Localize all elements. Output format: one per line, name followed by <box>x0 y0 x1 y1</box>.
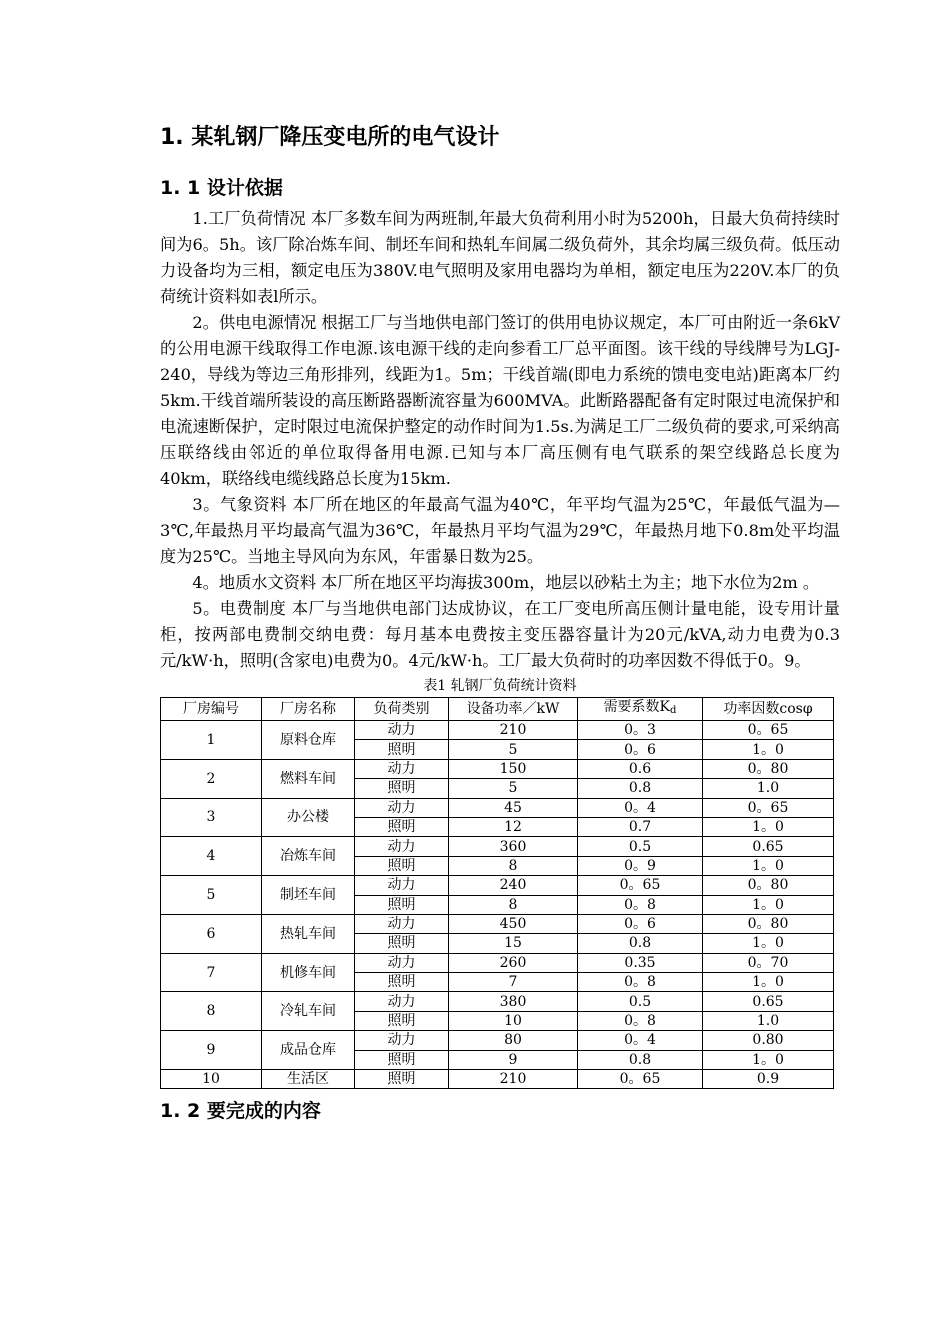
table-row <box>161 721 834 740</box>
table-row <box>161 914 834 933</box>
cell-demand-factor: 0.5 <box>578 837 703 856</box>
header-load-type: 负荷类别 <box>355 698 449 721</box>
table-header-row <box>161 698 834 721</box>
cell-demand-factor: 0。6 <box>578 740 703 759</box>
cell-load-type: 动力 <box>355 721 449 740</box>
paragraph-load-situation: 1.工厂负荷情况 本厂多数车间为两班制,年最大负荷利用小时为5200h，日最大负荷持续时间为6。5h。该厂除冶炼车间、制坯车间和热轧车间属二级负荷外，其余均属三级负荷。低压动力设备均为三相，额定电压为380V.电气照明及家用电器均为单相，额定电压为220V.本厂的负荷统计资料如表l所示。 <box>160 209 840 306</box>
cell-power-factor: 0。70 <box>703 953 834 972</box>
cell-demand-factor: 0.8 <box>578 1050 703 1069</box>
cell-equipment-power: 450 <box>449 914 578 933</box>
cell-building-no: 5 <box>161 876 262 915</box>
section-heading-design-basis: 1. 1 设计依据 <box>160 177 283 199</box>
cell-load-type: 照明 <box>355 1011 449 1030</box>
cell-demand-factor: 0.5 <box>578 992 703 1011</box>
table-row <box>161 1031 834 1050</box>
cell-equipment-power: 5 <box>449 779 578 798</box>
cell-power-factor: 0。65 <box>703 798 834 817</box>
cell-power-factor: 0.80 <box>703 1031 834 1050</box>
cell-power-factor: 0.65 <box>703 992 834 1011</box>
cell-building-no: 10 <box>161 1070 262 1089</box>
header-power-factor: 功率因数cosφ <box>703 698 834 721</box>
cell-demand-factor: 0。8 <box>578 1011 703 1030</box>
cell-power-factor: 0。80 <box>703 876 834 895</box>
cell-equipment-power: 8 <box>449 856 578 875</box>
cell-load-type: 照明 <box>355 895 449 914</box>
header-equipment-power: 设备功率／kW <box>449 698 578 721</box>
cell-building-name: 冶炼车间 <box>262 837 355 876</box>
cell-load-type: 照明 <box>355 740 449 759</box>
section-body <box>160 206 840 674</box>
header-building-no: 厂房编号 <box>161 698 262 721</box>
cell-demand-factor: 0.6 <box>578 759 703 778</box>
cell-equipment-power: 380 <box>449 992 578 1011</box>
cell-equipment-power: 260 <box>449 953 578 972</box>
cell-building-name: 原料仓库 <box>262 721 355 760</box>
cell-demand-factor: 0。9 <box>578 856 703 875</box>
paragraph-power-source: 2。供电电源情况 根据工厂与当地供电部门签订的供用电协议规定，本厂可由附近一条6kV的公用电源干线取得工作电源.该电源干线的走向参看工厂总平面图。该干线的导线牌号为LGJ-240，导线为等边三角形排列，线距为1。5m；干线首端(即电力系统的馈电变电站)距离本厂约5km.干线首端所装设的高压断路器断流容量为600MVA。此断路器配备有定时限过电流保护和电流速断保护，定时限过电流保护整定的动作时间为1.5s.为满足工厂二级负荷的要求,可采纳高压联络线由邻近的单位取得备用电源.已知与本厂高压侧有电气联系的架空线路总长度为40km，联络线电缆线路总长度为15km. <box>160 313 840 488</box>
cell-building-no: 7 <box>161 953 262 992</box>
cell-building-name: 热轧车间 <box>262 914 355 953</box>
cell-load-type: 照明 <box>355 1070 449 1089</box>
cell-equipment-power: 8 <box>449 895 578 914</box>
cell-load-type: 动力 <box>355 992 449 1011</box>
cell-building-name: 生活区 <box>262 1070 355 1089</box>
cell-demand-factor: 0。4 <box>578 1031 703 1050</box>
cell-building-no: 8 <box>161 992 262 1031</box>
cell-power-factor: 0.9 <box>703 1070 834 1089</box>
cell-equipment-power: 210 <box>449 721 578 740</box>
cell-building-name: 机修车间 <box>262 953 355 992</box>
cell-load-type: 动力 <box>355 759 449 778</box>
cell-power-factor: 1。0 <box>703 934 834 953</box>
cell-equipment-power: 15 <box>449 934 578 953</box>
cell-building-name: 成品仓库 <box>262 1031 355 1070</box>
cell-equipment-power: 10 <box>449 1011 578 1030</box>
cell-building-name: 冷轧车间 <box>262 992 355 1031</box>
cell-building-no: 1 <box>161 721 262 760</box>
table-row <box>161 1070 834 1089</box>
cell-load-type: 动力 <box>355 837 449 856</box>
cell-building-no: 6 <box>161 914 262 953</box>
cell-load-type: 照明 <box>355 779 449 798</box>
cell-demand-factor: 0。65 <box>578 1070 703 1089</box>
cell-demand-factor: 0.8 <box>578 934 703 953</box>
header-demand-factor <box>578 698 703 721</box>
table-row <box>161 798 834 817</box>
header-building-name: 厂房名称 <box>262 698 355 721</box>
cell-building-name: 办公楼 <box>262 798 355 837</box>
document-page <box>160 118 840 1129</box>
cell-building-no: 3 <box>161 798 262 837</box>
table-body <box>161 721 834 1089</box>
cell-load-type: 动力 <box>355 914 449 933</box>
cell-demand-factor: 0.35 <box>578 953 703 972</box>
cell-load-type: 照明 <box>355 817 449 836</box>
cell-building-no: 2 <box>161 759 262 798</box>
cell-load-type: 照明 <box>355 1050 449 1069</box>
paragraph-electricity-fee: 5。电费制度 本厂与当地供电部门达成协议，在工厂变电所高压侧计量电能，设专用计量柜，按两部电费制交纳电费：每月基本电费按主变压器容量计为20元/kVA,动力电费为0.3元/kW·h，照明(含家电)电费为0。4元/kW·h。工厂最大负荷时的功率因数不得低于0。9。 <box>160 599 840 670</box>
cell-load-type: 照明 <box>355 934 449 953</box>
paragraph-weather: 3。气象资料 本厂所在地区的年最高气温为40℃，年平均气温为25℃，年最低气温为—3℃,年最热月平均最高气温为36℃，年最热月平均气温为29℃，年最热月地下0.8m处平均温度为25℃。当地主导风向为东风，年雷暴日数为25。 <box>160 495 840 566</box>
cell-equipment-power: 240 <box>449 876 578 895</box>
cell-demand-factor: 0.8 <box>578 779 703 798</box>
cell-power-factor: 1。0 <box>703 973 834 992</box>
table-row <box>161 953 834 972</box>
cell-power-factor: 1。0 <box>703 895 834 914</box>
cell-power-factor: 1.0 <box>703 779 834 798</box>
cell-power-factor: 0。65 <box>703 721 834 740</box>
cell-load-type: 照明 <box>355 856 449 875</box>
cell-building-name: 燃料车间 <box>262 759 355 798</box>
cell-equipment-power: 12 <box>449 817 578 836</box>
cell-equipment-power: 210 <box>449 1070 578 1089</box>
cell-demand-factor: 0。6 <box>578 914 703 933</box>
cell-equipment-power: 80 <box>449 1031 578 1050</box>
cell-building-no: 4 <box>161 837 262 876</box>
table-row <box>161 876 834 895</box>
cell-power-factor: 1。0 <box>703 1050 834 1069</box>
cell-load-type: 动力 <box>355 798 449 817</box>
cell-power-factor: 0.65 <box>703 837 834 856</box>
cell-power-factor: 1.0 <box>703 1011 834 1030</box>
cell-demand-factor: 0。65 <box>578 876 703 895</box>
cell-equipment-power: 150 <box>449 759 578 778</box>
cell-power-factor: 0。80 <box>703 914 834 933</box>
cell-load-type: 动力 <box>355 953 449 972</box>
cell-load-type: 动力 <box>355 876 449 895</box>
cell-building-no: 9 <box>161 1031 262 1070</box>
cell-load-type: 照明 <box>355 973 449 992</box>
cell-equipment-power: 9 <box>449 1050 578 1069</box>
cell-equipment-power: 45 <box>449 798 578 817</box>
cell-demand-factor: 0。8 <box>578 973 703 992</box>
cell-power-factor: 1。0 <box>703 817 834 836</box>
section-heading-content: 1. 2 要完成的内容 <box>160 1100 321 1123</box>
cell-equipment-power: 5 <box>449 740 578 759</box>
table-row <box>161 837 834 856</box>
cell-equipment-power: 360 <box>449 837 578 856</box>
header-demand-factor-subscript: d <box>670 705 677 716</box>
cell-demand-factor: 0。3 <box>578 721 703 740</box>
cell-building-name: 制坯车间 <box>262 876 355 915</box>
paragraph-geology: 4。地质水文资料 本厂所在地区平均海拔300m，地层以砂粘土为主；地下水位为2m 。 <box>192 573 820 592</box>
cell-demand-factor: 0.7 <box>578 817 703 836</box>
cell-demand-factor: 0。8 <box>578 895 703 914</box>
table-caption: 表1 轧钢厂负荷统计资料 <box>423 678 577 694</box>
cell-equipment-power: 7 <box>449 973 578 992</box>
table-row <box>161 759 834 778</box>
header-demand-factor-label: 需要系数K <box>603 699 671 715</box>
cell-power-factor: 1。0 <box>703 856 834 875</box>
cell-demand-factor: 0。4 <box>578 798 703 817</box>
cell-power-factor: 1。0 <box>703 740 834 759</box>
document-title: 1. 某轧钢厂降压变电所的电气设计 <box>160 125 500 150</box>
table-row <box>161 992 834 1011</box>
cell-load-type: 动力 <box>355 1031 449 1050</box>
cell-power-factor: 0。80 <box>703 759 834 778</box>
load-statistics-table <box>160 697 834 1089</box>
